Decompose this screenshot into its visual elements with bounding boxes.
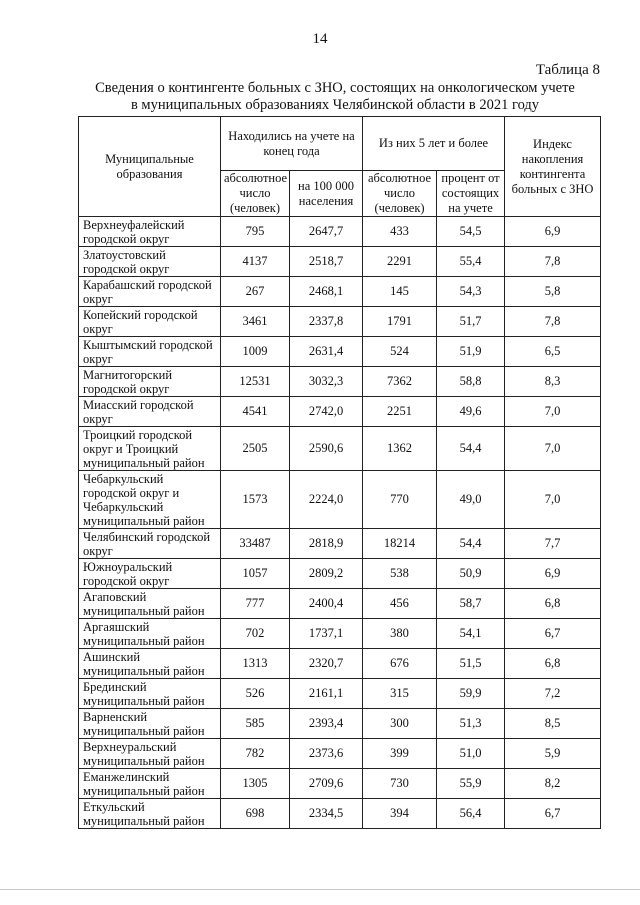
title-line-2: в муниципальных образованиях Челябинской области в 2021 году — [130, 97, 540, 113]
cell-per-100k: 2631,4 — [290, 337, 363, 367]
cell-index: 6,7 — [505, 619, 601, 649]
cell-percent: 49,6 — [437, 397, 505, 427]
cell-per-100k: 2320,7 — [290, 649, 363, 679]
cell-percent: 54,5 — [437, 217, 505, 247]
cell-index: 7,8 — [505, 307, 601, 337]
cell-index: 8,2 — [505, 769, 601, 799]
cell-per-100k: 2590,6 — [290, 427, 363, 471]
table-row — [79, 679, 601, 709]
cell-percent: 51,3 — [437, 709, 505, 739]
cell-percent: 51,0 — [437, 739, 505, 769]
header-accumulation-index: Индекс накопления контингента больных с ЗНО — [505, 117, 601, 217]
table-body — [79, 217, 601, 829]
cell-absolute: 526 — [221, 679, 290, 709]
cell-percent: 49,0 — [437, 471, 505, 529]
cell-per-100k: 2334,5 — [290, 799, 363, 829]
header-five-years-group: Из них 5 лет и более — [363, 117, 505, 171]
cell-absolute: 1573 — [221, 471, 290, 529]
cell-index: 5,9 — [505, 739, 601, 769]
table-row — [79, 799, 601, 829]
table-row — [79, 247, 601, 277]
table-row — [79, 649, 601, 679]
cell-per-100k: 2400,4 — [290, 589, 363, 619]
cell-percent: 54,4 — [437, 529, 505, 559]
cell-absolute: 777 — [221, 589, 290, 619]
cell-per-100k: 2373,6 — [290, 739, 363, 769]
cell-absolute: 1057 — [221, 559, 290, 589]
table-row — [79, 277, 601, 307]
cell-absolute: 12531 — [221, 367, 290, 397]
cell-per-100k: 2809,2 — [290, 559, 363, 589]
cell-percent: 51,5 — [437, 649, 505, 679]
cell-absolute: 33487 — [221, 529, 290, 559]
row-name: Чебаркульский городской округ и Чебаркульский муниципальный район — [79, 471, 221, 529]
row-name: Кыштымский городской округ — [79, 337, 221, 367]
cell-absolute: 1009 — [221, 337, 290, 367]
cell-absolute: 585 — [221, 709, 290, 739]
cell-index: 8,3 — [505, 367, 601, 397]
header-absolute: абсолютное число (человек) — [221, 171, 290, 217]
cell-absolute-5y: 730 — [363, 769, 437, 799]
cell-absolute-5y: 538 — [363, 559, 437, 589]
cell-per-100k: 2161,1 — [290, 679, 363, 709]
cell-absolute-5y: 770 — [363, 471, 437, 529]
cell-absolute-5y: 433 — [363, 217, 437, 247]
footer-divider — [0, 889, 640, 890]
cell-percent: 51,9 — [437, 337, 505, 367]
cell-percent: 54,4 — [437, 427, 505, 471]
cell-per-100k: 3032,3 — [290, 367, 363, 397]
table-row — [79, 217, 601, 247]
table-row — [79, 529, 601, 559]
table-row — [79, 397, 601, 427]
header-registered-group: Находились на учете на конец года — [221, 117, 363, 171]
cell-absolute: 3461 — [221, 307, 290, 337]
cell-absolute-5y: 524 — [363, 337, 437, 367]
header-absolute-5y: абсолютное число (человек) — [363, 171, 437, 217]
row-name: Челябинский городской округ — [79, 529, 221, 559]
row-name: Магнитогорский городской округ — [79, 367, 221, 397]
cell-per-100k: 2742,0 — [290, 397, 363, 427]
table-title — [70, 80, 600, 114]
cell-index: 7,2 — [505, 679, 601, 709]
cell-per-100k: 2337,8 — [290, 307, 363, 337]
row-name: Еткульский муниципальный район — [79, 799, 221, 829]
cell-absolute-5y: 145 — [363, 277, 437, 307]
table-row — [79, 427, 601, 471]
cell-percent: 50,9 — [437, 559, 505, 589]
cell-percent: 58,7 — [437, 589, 505, 619]
cell-percent: 55,9 — [437, 769, 505, 799]
cell-index: 7,0 — [505, 427, 601, 471]
cell-absolute: 1313 — [221, 649, 290, 679]
table-row — [79, 709, 601, 739]
cell-index: 5,8 — [505, 277, 601, 307]
row-name: Верхнеуфалейский городской округ — [79, 217, 221, 247]
table-row — [79, 559, 601, 589]
cell-index: 6,7 — [505, 799, 601, 829]
table-label: Таблица 8 — [535, 62, 600, 78]
cell-index: 7,0 — [505, 397, 601, 427]
row-name: Еманжелинский муниципальный район — [79, 769, 221, 799]
cell-per-100k: 1737,1 — [290, 619, 363, 649]
row-name: Южноуральский городской округ — [79, 559, 221, 589]
cell-absolute: 1305 — [221, 769, 290, 799]
cell-per-100k: 2647,7 — [290, 217, 363, 247]
table-row — [79, 589, 601, 619]
cell-absolute: 2505 — [221, 427, 290, 471]
cell-absolute: 702 — [221, 619, 290, 649]
cell-absolute-5y: 394 — [363, 799, 437, 829]
row-name: Аргаяшский муниципальный район — [79, 619, 221, 649]
table-row — [79, 307, 601, 337]
row-name: Троицкий городской округ и Троицкий муниципальный район — [79, 427, 221, 471]
cell-per-100k: 2709,6 — [290, 769, 363, 799]
cell-absolute-5y: 676 — [363, 649, 437, 679]
table-row — [79, 619, 601, 649]
cell-absolute-5y: 399 — [363, 739, 437, 769]
table-row — [79, 739, 601, 769]
cell-per-100k: 2518,7 — [290, 247, 363, 277]
cell-percent: 58,8 — [437, 367, 505, 397]
page-number: 14 — [312, 31, 328, 47]
cell-index: 6,8 — [505, 649, 601, 679]
cell-absolute: 698 — [221, 799, 290, 829]
row-name: Карабашский городской округ — [79, 277, 221, 307]
cell-absolute: 782 — [221, 739, 290, 769]
title-line-1: Сведения о контингенте больных с ЗНО, состоящих на онкологическом учете — [95, 80, 575, 96]
cell-index: 7,7 — [505, 529, 601, 559]
row-name: Ашинский муниципальный район — [79, 649, 221, 679]
cell-percent: 59,9 — [437, 679, 505, 709]
table-row — [79, 367, 601, 397]
cell-absolute: 4137 — [221, 247, 290, 277]
cell-absolute-5y: 380 — [363, 619, 437, 649]
cell-absolute: 795 — [221, 217, 290, 247]
header-percent: процент от состоящих на учете — [437, 171, 505, 217]
cell-absolute: 267 — [221, 277, 290, 307]
cell-percent: 54,3 — [437, 277, 505, 307]
cell-absolute: 4541 — [221, 397, 290, 427]
cell-index: 6,9 — [505, 559, 601, 589]
cell-absolute-5y: 2251 — [363, 397, 437, 427]
cell-percent: 54,1 — [437, 619, 505, 649]
row-name: Златоустовский городской округ — [79, 247, 221, 277]
row-name: Копейский городской округ — [79, 307, 221, 337]
cell-absolute-5y: 1362 — [363, 427, 437, 471]
cell-per-100k: 2393,4 — [290, 709, 363, 739]
row-name: Брединский муниципальный район — [79, 679, 221, 709]
cell-absolute-5y: 2291 — [363, 247, 437, 277]
cell-percent: 51,7 — [437, 307, 505, 337]
header-municipality: Муниципальные образования — [79, 117, 221, 217]
cell-per-100k: 2224,0 — [290, 471, 363, 529]
cell-index: 6,5 — [505, 337, 601, 367]
row-name: Верхнеуральский муниципальный район — [79, 739, 221, 769]
cell-index: 7,0 — [505, 471, 601, 529]
cell-index: 8,5 — [505, 709, 601, 739]
table-row — [79, 337, 601, 367]
cell-absolute-5y: 7362 — [363, 367, 437, 397]
cell-absolute-5y: 315 — [363, 679, 437, 709]
contingent-table — [78, 116, 601, 829]
cell-per-100k: 2468,1 — [290, 277, 363, 307]
table-row — [79, 769, 601, 799]
cell-percent: 55,4 — [437, 247, 505, 277]
cell-index: 7,8 — [505, 247, 601, 277]
header-per-100k: на 100 000 населения — [290, 171, 363, 217]
row-name: Варненский муниципальный район — [79, 709, 221, 739]
cell-percent: 56,4 — [437, 799, 505, 829]
cell-per-100k: 2818,9 — [290, 529, 363, 559]
row-name: Миасский городской округ — [79, 397, 221, 427]
cell-absolute-5y: 456 — [363, 589, 437, 619]
cell-index: 6,9 — [505, 217, 601, 247]
cell-absolute-5y: 1791 — [363, 307, 437, 337]
cell-index: 6,8 — [505, 589, 601, 619]
table-row — [79, 471, 601, 529]
cell-absolute-5y: 300 — [363, 709, 437, 739]
cell-absolute-5y: 18214 — [363, 529, 437, 559]
row-name: Агаповский муниципальный район — [79, 589, 221, 619]
